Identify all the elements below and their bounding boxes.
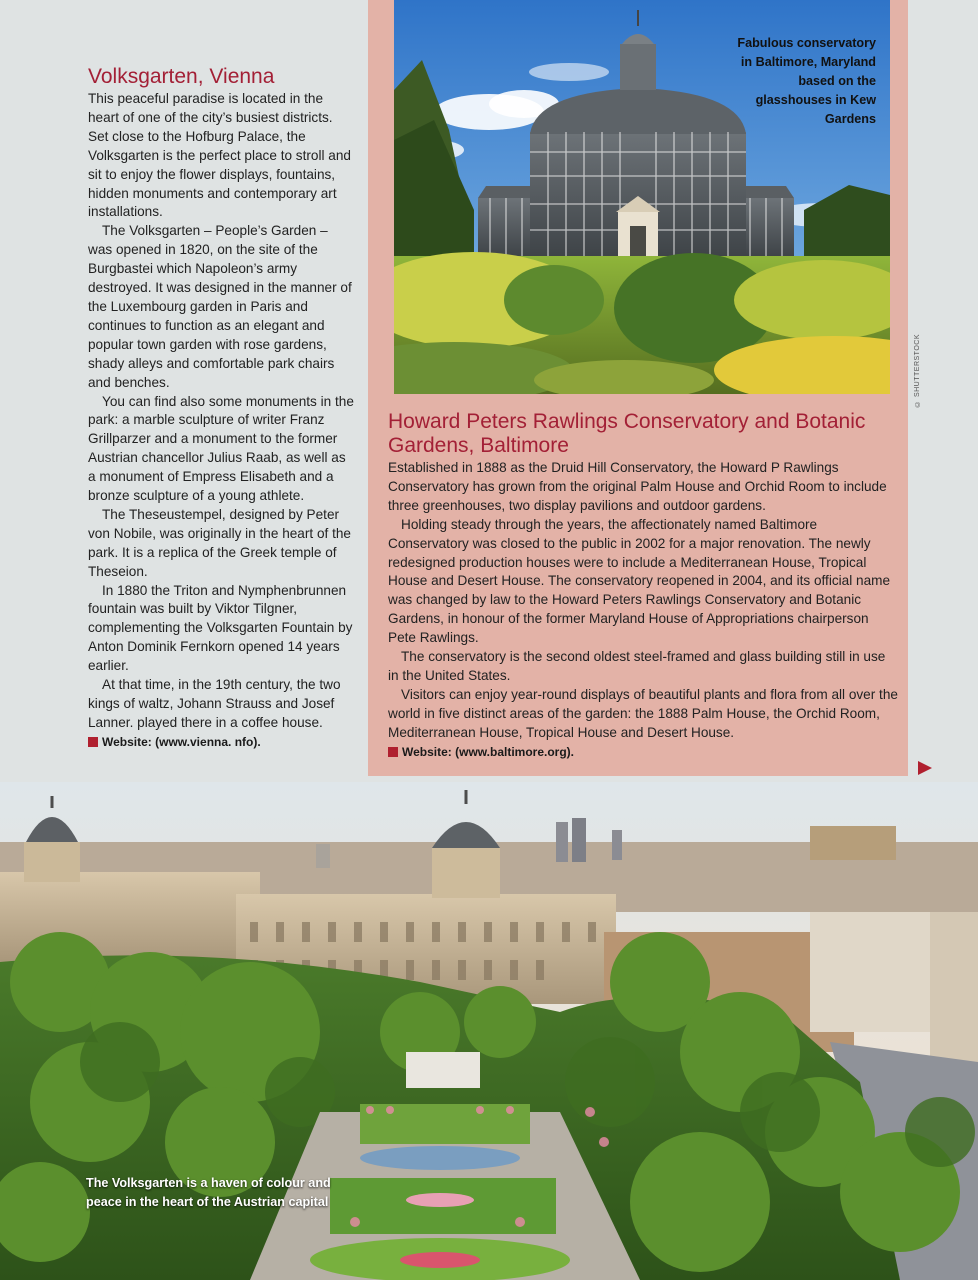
volksgarten-photo-caption: The Volksgarten is a haven of colour and peace in the heart of the Austrian capital bbox=[86, 1176, 331, 1209]
vienna-article bbox=[88, 64, 354, 751]
vienna-website-text[interactable]: Website: (www.vienna. nfo). bbox=[102, 734, 261, 749]
baltimore-paragraph-1: Established in 1888 as the Druid Hill Conservatory, the Howard P Rawlings Conservatory has grown from the original Palm House and Orchid Room to include three greenhouses, two display pavilions and outdoor gardens. bbox=[388, 460, 887, 513]
bullet-square-icon bbox=[88, 737, 98, 747]
vienna-paragraph-3: You can find also some monuments in the park: a marble sculpture of writer Franz Grillparzer and a monument to the former Austrian chancellor Julius Raab, as well as a monument of Empress Elisabeth and a bronze sculpture of a young athlete. bbox=[88, 393, 354, 504]
photo-credit: © SHUTTERSTOCK bbox=[914, 334, 921, 407]
vienna-paragraph-6: At that time, in the 19th century, the two kings of waltz, Johann Strauss and Josef Lanner. played there in a coffee house. bbox=[88, 677, 341, 730]
vienna-paragraph-5: In 1880 the Triton and Nymphenbrunnen fountain was built by Viktor Tilgner, complementing the Volksgarten Fountain by Anton Dominik Fernkorn opened 14 years earlier. bbox=[88, 582, 353, 674]
vienna-body bbox=[88, 90, 354, 733]
vienna-paragraph-4: The Theseustempel, designed by Peter von Nobile, was originally in the heart of the park. It is a replica of the Greek temple of Theseion. bbox=[88, 506, 351, 579]
baltimore-paragraph-4: Visitors can enjoy year-round displays of beautiful plants and flora from all over the world in five distinct areas of the garden: the 1888 Palm House, the Orchid Room, Mediterranean House, Tropical House and Desert House. bbox=[388, 686, 898, 740]
baltimore-article bbox=[388, 410, 898, 761]
baltimore-paragraph-3: The conservatory is the second oldest steel-framed and glass building still in use in the United States. bbox=[388, 649, 886, 683]
vienna-title: Volksgarten, Vienna bbox=[88, 65, 275, 88]
baltimore-title: Howard Peters Rawlings Conservatory and Botanic Gardens, Baltimore bbox=[388, 410, 866, 457]
baltimore-panel bbox=[368, 0, 908, 776]
volksgarten-photo bbox=[0, 782, 978, 1280]
bullet-square-icon bbox=[388, 747, 398, 757]
vienna-paragraph-2: The Volksgarten – People’s Garden – was opened in 1820, on the site of the Burgbastei which Napoleon’s army destroyed. It was designed in the manner of the Luxembourg garden in Paris and continues to function as an elegant and popular town garden with rose gardens, shady alleys and comfortable park chairs and benches. bbox=[88, 223, 352, 390]
baltimore-paragraph-2: Holding steady through the years, the affectionately named Baltimore Conservatory was closed to the public in 2002 for a major renovation. The newly redesigned production houses were to include a Mediterranean House, Tropical House and Desert House. The conservatory reopened in 2004, and its official name was changed by law to the Howard Peters Rawlings Conservatory and Botanic Gardens, in honour of the former Maryland House of Appropriations chairperson Pete Rawlings. bbox=[388, 516, 891, 646]
vienna-paragraph-1: This peaceful paradise is located in the heart of one of the city’s busiest districts. Set close to the Hofburg Palace, the Volksgarten is the perfect place to stroll and sit to enjoy the flower displays, fountains, hidden monuments and contemporary art installations. bbox=[88, 91, 351, 220]
next-page-arrow-icon bbox=[918, 761, 932, 775]
baltimore-body bbox=[388, 459, 898, 743]
baltimore-website-text[interactable]: Website: (www.baltimore.org). bbox=[402, 744, 575, 759]
conservatory-photo-caption: Fabulous conservatory in Baltimore, Maryland based on the glasshouses in Kew Gardens bbox=[737, 36, 876, 126]
baltimore-website[interactable] bbox=[388, 743, 898, 761]
vienna-website[interactable] bbox=[88, 733, 354, 751]
conservatory-photo bbox=[394, 0, 890, 394]
